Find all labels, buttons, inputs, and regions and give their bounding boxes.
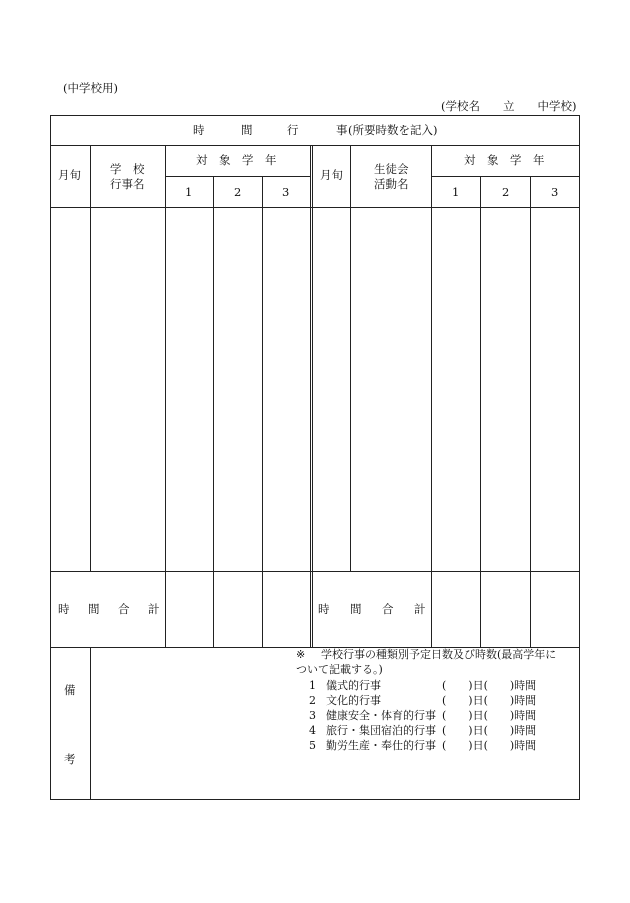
school-event-header-line1: 学 校 bbox=[110, 162, 145, 176]
total-label-char: 計 bbox=[148, 602, 160, 616]
row-divider bbox=[431, 176, 580, 177]
remark-item-name: 勤労生産・奉仕的行事 bbox=[326, 739, 436, 752]
grade-2-header: 2 bbox=[502, 185, 510, 199]
title-char: 行 bbox=[287, 123, 299, 137]
grade-2-header: 2 bbox=[234, 185, 242, 199]
remark-item-name: 文化的行事 bbox=[326, 694, 381, 707]
target-grade-header: 対 象 学 年 bbox=[196, 153, 277, 167]
col-divider bbox=[90, 647, 91, 800]
total-label-char: 計 bbox=[414, 602, 426, 616]
month-header: 月旬 bbox=[58, 168, 81, 182]
grade-1-header: 1 bbox=[185, 185, 193, 199]
col-divider bbox=[90, 145, 91, 571]
student-council-header-line2: 活動名 bbox=[374, 177, 409, 191]
total-label-char: 間 bbox=[88, 602, 100, 616]
title-char: 事 bbox=[336, 123, 348, 137]
remark-item-name: 健康安全・体育的行事 bbox=[326, 709, 436, 722]
remarks-label-char: 考 bbox=[64, 752, 76, 766]
title-suffix: (所要時数を記入) bbox=[348, 123, 438, 137]
grade-3-header: 3 bbox=[282, 185, 290, 199]
col-divider bbox=[350, 145, 351, 571]
remark-item-number: 2 bbox=[309, 694, 316, 707]
total-label-char: 時 bbox=[318, 602, 330, 616]
row-divider bbox=[165, 176, 311, 177]
month-header: 月旬 bbox=[320, 168, 343, 182]
remark-item-name: 旅行・集団宿泊的行事 bbox=[326, 724, 436, 737]
target-grade-header: 対 象 学 年 bbox=[464, 153, 545, 167]
total-label-char: 間 bbox=[350, 602, 362, 616]
note-line: 学校行事の種類別予定日数及び時数(最高学年に bbox=[321, 648, 557, 661]
title-char: 間 bbox=[241, 123, 253, 137]
col-divider bbox=[431, 145, 432, 647]
remark-item-number: 3 bbox=[309, 709, 316, 722]
remarks-label-char: 備 bbox=[64, 683, 76, 697]
remark-item-fill: ( )日( )時間 bbox=[442, 679, 537, 692]
school-event-header-line2: 行事名 bbox=[110, 177, 145, 191]
note-line: ついて記載する。) bbox=[296, 663, 383, 676]
row-divider bbox=[50, 207, 580, 208]
remark-item-number: 5 bbox=[309, 739, 316, 752]
remark-item-fill: ( )日( )時間 bbox=[442, 694, 537, 707]
remark-item-fill: ( )日( )時間 bbox=[442, 709, 537, 722]
col-divider bbox=[165, 145, 166, 647]
school-name-label: (学校名 立 中学校) bbox=[441, 99, 577, 113]
row-divider bbox=[50, 571, 580, 572]
total-label-char: 時 bbox=[58, 602, 70, 616]
total-label-char: 合 bbox=[118, 602, 130, 616]
form-type-label: (中学校用) bbox=[63, 81, 118, 95]
remark-item-fill: ( )日( )時間 bbox=[442, 724, 537, 737]
remark-item-number: 4 bbox=[309, 724, 316, 737]
col-divider bbox=[262, 176, 263, 647]
note-mark: ※ bbox=[296, 648, 306, 661]
total-label-char: 合 bbox=[382, 602, 394, 616]
grade-3-header: 3 bbox=[551, 185, 559, 199]
grade-1-header: 1 bbox=[452, 185, 460, 199]
center-divider bbox=[312, 145, 313, 647]
col-divider bbox=[530, 176, 531, 647]
remark-item-number: 1 bbox=[309, 679, 316, 692]
title-char: 時 bbox=[193, 123, 205, 137]
remark-item-name: 儀式的行事 bbox=[326, 679, 381, 692]
col-divider bbox=[213, 176, 214, 647]
col-divider bbox=[480, 176, 481, 647]
student-council-header-line1: 生徒会 bbox=[374, 162, 409, 176]
center-divider bbox=[310, 145, 311, 647]
remark-item-fill: ( )日( )時間 bbox=[442, 739, 537, 752]
row-divider bbox=[50, 145, 580, 146]
